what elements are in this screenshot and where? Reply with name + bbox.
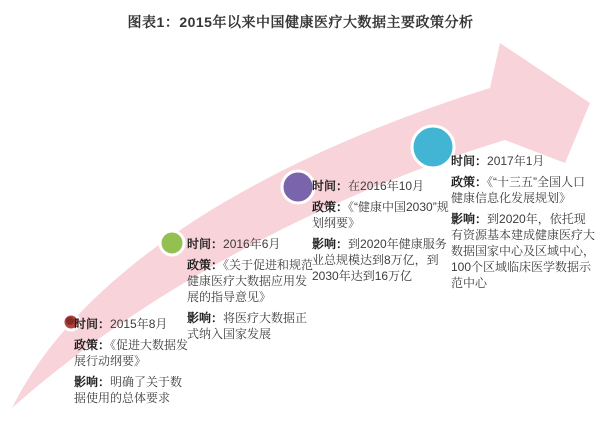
milestone-3-impact — [312, 236, 452, 284]
policy-value: 《关于促进和规范健康医疗大数据应用发展的指导意见》 — [187, 258, 314, 304]
milestone-4-impact — [451, 211, 595, 291]
chart-title: 图表1：2015年以来中国健康医疗大数据主要政策分析 — [127, 14, 474, 30]
policy-label: 政策： — [74, 338, 111, 352]
milestone-2-dot — [160, 231, 184, 255]
policy-value: 《“健康中国2030”规划纲要》 — [312, 200, 449, 230]
time-value: 2017年1月 — [487, 154, 545, 168]
milestone-2-policy — [187, 257, 315, 305]
policy-label: 政策： — [451, 175, 488, 189]
milestone-1-policy — [74, 337, 192, 369]
milestone-1 — [74, 316, 192, 411]
milestone-3 — [312, 178, 452, 289]
milestone-4-policy — [451, 174, 595, 206]
time-label: 时间： — [451, 154, 488, 168]
milestone-2-impact — [187, 310, 315, 342]
milestone-1-dot-core — [66, 317, 74, 325]
milestone-4 — [451, 153, 595, 296]
policy-label: 政策： — [187, 258, 224, 272]
impact-value: 明确了关于数据使用的总体要求 — [74, 375, 183, 405]
milestone-4-time — [451, 153, 595, 169]
impact-value: 将医疗大数据正式纳入国家发展 — [187, 311, 308, 341]
impact-label: 影响： — [312, 237, 349, 251]
impact-value: 到2020年，依托现有资源基本建成健康医疗大数据国家中心及区域中心，100个区域临床医学数据示范中心 — [451, 212, 596, 290]
time-label: 时间： — [312, 179, 349, 193]
policy-value: 《“十三五”全国人口健康信息化发展规划》 — [451, 175, 586, 205]
policy-value: 《促进大数据发展行动纲要》 — [74, 338, 189, 368]
time-value: 2016年6月 — [223, 237, 281, 251]
time-label: 时间： — [187, 237, 224, 251]
milestone-3-dot — [282, 171, 314, 203]
impact-value: 到2020年健康服务业总规模达到8万亿，到2030年达到16万亿 — [312, 237, 447, 283]
milestone-2 — [187, 236, 315, 347]
milestone-3-policy — [312, 199, 452, 231]
time-label: 时间： — [74, 317, 111, 331]
milestone-4-dot — [412, 126, 454, 168]
milestone-1-time — [74, 316, 192, 332]
milestone-3-time — [312, 178, 452, 194]
impact-label: 影响： — [451, 212, 488, 226]
policy-label: 政策： — [312, 200, 349, 214]
milestone-2-time — [187, 236, 315, 252]
time-value: 2015年8月 — [110, 317, 168, 331]
milestone-1-impact — [74, 374, 192, 406]
time-value: 在2016年10月 — [348, 179, 425, 193]
impact-label: 影响： — [187, 311, 224, 325]
impact-label: 影响： — [74, 375, 111, 389]
